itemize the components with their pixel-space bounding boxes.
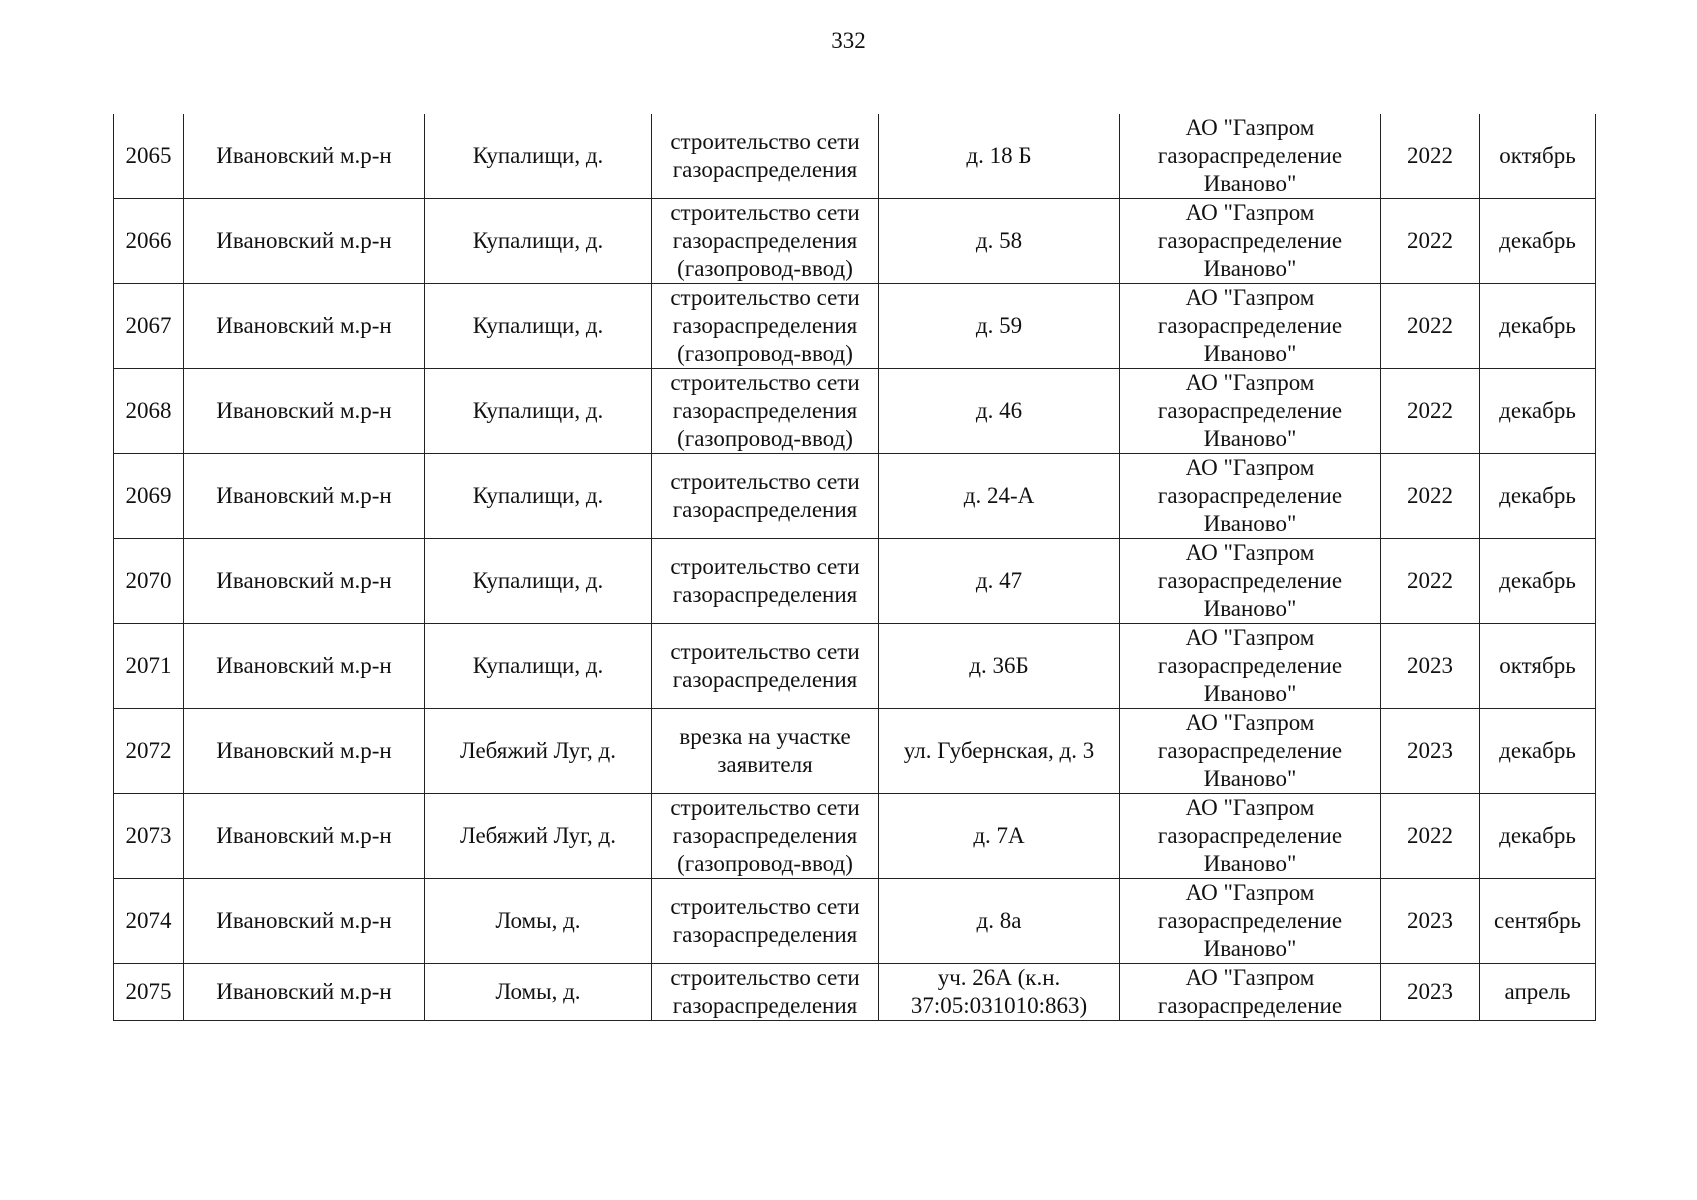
cell-number: 2070 bbox=[114, 539, 184, 624]
cell-address bbox=[879, 284, 1120, 369]
cell-work-type-line: газораспределения bbox=[672, 993, 858, 1018]
cell-work-type-line: строительство сети bbox=[670, 795, 860, 820]
table-row bbox=[114, 964, 1596, 1021]
cell-address-line: д. 7А bbox=[973, 823, 1025, 848]
cell-work-type-line: строительство сети bbox=[670, 639, 860, 664]
cell-address-line: д. 59 bbox=[975, 313, 1023, 338]
cell-month: декабрь bbox=[1480, 794, 1596, 879]
cell-district: Ивановский м.р-н bbox=[184, 454, 425, 539]
cell-year: 2022 bbox=[1381, 369, 1480, 454]
cell-organization-line: Иваново" bbox=[1203, 171, 1297, 196]
cell-work-type-line: (газопровод-ввод) bbox=[677, 851, 853, 876]
cell-year: 2022 bbox=[1381, 539, 1480, 624]
cell-number: 2065 bbox=[114, 114, 184, 199]
cell-work-type bbox=[652, 539, 879, 624]
cell-organization bbox=[1120, 794, 1381, 879]
cell-organization bbox=[1120, 624, 1381, 709]
cell-work-type-line: газораспределения bbox=[672, 497, 858, 522]
cell-work-type-line: строительство сети bbox=[670, 200, 860, 225]
cell-number: 2073 bbox=[114, 794, 184, 879]
cell-month: декабрь bbox=[1480, 709, 1596, 794]
cell-address-line: д. 18 Б bbox=[966, 143, 1032, 168]
cell-district: Ивановский м.р-н bbox=[184, 794, 425, 879]
cell-settlement: Лебяжий Луг, д. bbox=[425, 794, 652, 879]
cell-organization-line: Иваново" bbox=[1203, 511, 1297, 536]
cell-address bbox=[879, 964, 1120, 1021]
cell-work-type-line: (газопровод-ввод) bbox=[677, 256, 853, 281]
cell-work-type-line: газораспределения bbox=[672, 398, 858, 423]
cell-organization-line: газораспределение bbox=[1157, 823, 1343, 848]
cell-work-type-line: строительство сети bbox=[670, 554, 860, 579]
cell-work-type-line: строительство сети bbox=[670, 965, 860, 990]
cell-district: Ивановский м.р-н bbox=[184, 199, 425, 284]
cell-work-type bbox=[652, 114, 879, 199]
cell-district: Ивановский м.р-н bbox=[184, 709, 425, 794]
table-row bbox=[114, 284, 1596, 369]
cell-settlement: Купалищи, д. bbox=[425, 114, 652, 199]
cell-work-type bbox=[652, 794, 879, 879]
table-row bbox=[114, 114, 1596, 199]
cell-month: декабрь bbox=[1480, 539, 1596, 624]
cell-work-type-line: газораспределения bbox=[672, 667, 858, 692]
cell-organization-line: газораспределение bbox=[1157, 653, 1343, 678]
cell-organization-line: Иваново" bbox=[1203, 256, 1297, 281]
cell-year: 2022 bbox=[1381, 794, 1480, 879]
cell-work-type-line: (газопровод-ввод) bbox=[677, 426, 853, 451]
cell-work-type-line: строительство сети bbox=[670, 894, 860, 919]
cell-work-type-line: строительство сети bbox=[670, 285, 860, 310]
table-row bbox=[114, 624, 1596, 709]
cell-organization-line: газораспределение bbox=[1157, 738, 1343, 763]
cell-work-type bbox=[652, 964, 879, 1021]
cell-organization-line: АО "Газпром bbox=[1185, 455, 1315, 480]
cell-address bbox=[879, 539, 1120, 624]
cell-work-type-line: заявителя bbox=[717, 752, 813, 777]
cell-organization-line: газораспределение bbox=[1157, 398, 1343, 423]
cell-organization-line: АО "Газпром bbox=[1185, 625, 1315, 650]
cell-year: 2022 bbox=[1381, 284, 1480, 369]
cell-address bbox=[879, 879, 1120, 964]
cell-organization-line: АО "Газпром bbox=[1185, 370, 1315, 395]
cell-organization bbox=[1120, 879, 1381, 964]
cell-organization-line: Иваново" bbox=[1203, 596, 1297, 621]
cell-district: Ивановский м.р-н bbox=[184, 369, 425, 454]
cell-work-type bbox=[652, 284, 879, 369]
cell-address-line: д. 58 bbox=[975, 228, 1023, 253]
cell-settlement: Купалищи, д. bbox=[425, 284, 652, 369]
table-body bbox=[114, 114, 1596, 1021]
cell-address bbox=[879, 454, 1120, 539]
cell-work-type-line: газораспределения bbox=[672, 922, 858, 947]
gas-connection-table bbox=[113, 114, 1596, 1021]
table-row bbox=[114, 199, 1596, 284]
cell-address-line: д. 46 bbox=[975, 398, 1023, 423]
cell-address bbox=[879, 624, 1120, 709]
cell-organization bbox=[1120, 964, 1381, 1021]
cell-organization-line: АО "Газпром bbox=[1185, 880, 1315, 905]
cell-organization-line: Иваново" bbox=[1203, 426, 1297, 451]
cell-work-type-line: газораспределения bbox=[672, 582, 858, 607]
cell-organization-line: Иваново" bbox=[1203, 681, 1297, 706]
cell-address-line: д. 8а bbox=[976, 908, 1022, 933]
cell-organization-line: Иваново" bbox=[1203, 851, 1297, 876]
cell-district: Ивановский м.р-н bbox=[184, 284, 425, 369]
cell-number: 2075 bbox=[114, 964, 184, 1021]
cell-organization-line: газораспределение bbox=[1157, 483, 1343, 508]
table-row bbox=[114, 539, 1596, 624]
cell-organization-line: АО "Газпром bbox=[1185, 965, 1315, 990]
cell-month: декабрь bbox=[1480, 369, 1596, 454]
cell-settlement: Купалищи, д. bbox=[425, 199, 652, 284]
cell-organization-line: Иваново" bbox=[1203, 341, 1297, 366]
cell-address bbox=[879, 794, 1120, 879]
cell-organization-line: газораспределение bbox=[1157, 143, 1343, 168]
cell-month: апрель bbox=[1480, 964, 1596, 1021]
cell-address-line: д. 47 bbox=[975, 568, 1023, 593]
cell-address-line: д. 24-А bbox=[963, 483, 1035, 508]
cell-month: октябрь bbox=[1480, 114, 1596, 199]
table-row bbox=[114, 369, 1596, 454]
cell-address-line: 37:05:031010:863) bbox=[910, 993, 1088, 1018]
cell-work-type bbox=[652, 199, 879, 284]
cell-year: 2023 bbox=[1381, 964, 1480, 1021]
cell-organization bbox=[1120, 454, 1381, 539]
table-row bbox=[114, 879, 1596, 964]
cell-month: октябрь bbox=[1480, 624, 1596, 709]
cell-organization bbox=[1120, 284, 1381, 369]
cell-organization-line: газораспределение bbox=[1157, 313, 1343, 338]
cell-district: Ивановский м.р-н bbox=[184, 879, 425, 964]
cell-address-line: д. 36Б bbox=[969, 653, 1029, 678]
cell-district: Ивановский м.р-н bbox=[184, 114, 425, 199]
cell-address bbox=[879, 199, 1120, 284]
cell-address bbox=[879, 709, 1120, 794]
cell-work-type-line: газораспределения bbox=[672, 228, 858, 253]
cell-work-type-line: газораспределения bbox=[672, 823, 858, 848]
cell-organization bbox=[1120, 199, 1381, 284]
cell-organization-line: Иваново" bbox=[1203, 766, 1297, 791]
cell-settlement: Лебяжий Луг, д. bbox=[425, 709, 652, 794]
cell-work-type-line: врезка на участке bbox=[679, 724, 851, 749]
cell-work-type bbox=[652, 454, 879, 539]
cell-work-type-line: строительство сети bbox=[670, 129, 860, 154]
cell-organization-line: АО "Газпром bbox=[1185, 540, 1315, 565]
cell-settlement: Купалищи, д. bbox=[425, 624, 652, 709]
cell-year: 2022 bbox=[1381, 114, 1480, 199]
cell-number: 2067 bbox=[114, 284, 184, 369]
cell-settlement: Ломы, д. bbox=[425, 879, 652, 964]
cell-organization-line: газораспределение bbox=[1157, 228, 1343, 253]
cell-address-line: уч. 26А (к.н. bbox=[937, 965, 1061, 990]
cell-settlement: Купалищи, д. bbox=[425, 369, 652, 454]
cell-organization-line: газораспределение bbox=[1157, 568, 1343, 593]
cell-organization-line: АО "Газпром bbox=[1185, 200, 1315, 225]
cell-work-type bbox=[652, 879, 879, 964]
cell-work-type-line: газораспределения bbox=[672, 313, 858, 338]
cell-organization bbox=[1120, 539, 1381, 624]
cell-month: декабрь bbox=[1480, 199, 1596, 284]
cell-work-type bbox=[652, 369, 879, 454]
cell-month: декабрь bbox=[1480, 284, 1596, 369]
cell-month: сентябрь bbox=[1480, 879, 1596, 964]
cell-organization-line: АО "Газпром bbox=[1185, 795, 1315, 820]
cell-organization-line: газораспределение bbox=[1157, 908, 1343, 933]
cell-number: 2068 bbox=[114, 369, 184, 454]
cell-settlement: Ломы, д. bbox=[425, 964, 652, 1021]
table-row bbox=[114, 454, 1596, 539]
cell-work-type-line: строительство сети bbox=[670, 370, 860, 395]
table-row bbox=[114, 794, 1596, 879]
cell-district: Ивановский м.р-н bbox=[184, 964, 425, 1021]
cell-work-type-line: газораспределения bbox=[672, 157, 858, 182]
cell-year: 2022 bbox=[1381, 454, 1480, 539]
cell-address bbox=[879, 369, 1120, 454]
cell-number: 2066 bbox=[114, 199, 184, 284]
cell-year: 2022 bbox=[1381, 199, 1480, 284]
cell-year: 2023 bbox=[1381, 879, 1480, 964]
cell-number: 2072 bbox=[114, 709, 184, 794]
cell-organization-line: АО "Газпром bbox=[1185, 710, 1315, 735]
cell-address-line: ул. Губернская, д. 3 bbox=[903, 738, 1095, 763]
cell-work-type bbox=[652, 624, 879, 709]
cell-organization-line: газораспределение bbox=[1157, 993, 1343, 1018]
cell-organization bbox=[1120, 709, 1381, 794]
cell-year: 2023 bbox=[1381, 624, 1480, 709]
cell-organization bbox=[1120, 114, 1381, 199]
page-number: 332 bbox=[831, 28, 866, 53]
cell-settlement: Купалищи, д. bbox=[425, 454, 652, 539]
cell-organization-line: АО "Газпром bbox=[1185, 115, 1315, 140]
cell-number: 2071 bbox=[114, 624, 184, 709]
cell-year: 2023 bbox=[1381, 709, 1480, 794]
cell-organization-line: АО "Газпром bbox=[1185, 285, 1315, 310]
cell-organization-line: Иваново" bbox=[1203, 936, 1297, 961]
cell-organization bbox=[1120, 369, 1381, 454]
cell-month: декабрь bbox=[1480, 454, 1596, 539]
cell-district: Ивановский м.р-н bbox=[184, 624, 425, 709]
cell-address bbox=[879, 114, 1120, 199]
cell-settlement: Купалищи, д. bbox=[425, 539, 652, 624]
table-row bbox=[114, 709, 1596, 794]
cell-work-type bbox=[652, 709, 879, 794]
cell-work-type-line: строительство сети bbox=[670, 469, 860, 494]
cell-number: 2069 bbox=[114, 454, 184, 539]
cell-number: 2074 bbox=[114, 879, 184, 964]
cell-work-type-line: (газопровод-ввод) bbox=[677, 341, 853, 366]
cell-district: Ивановский м.р-н bbox=[184, 539, 425, 624]
